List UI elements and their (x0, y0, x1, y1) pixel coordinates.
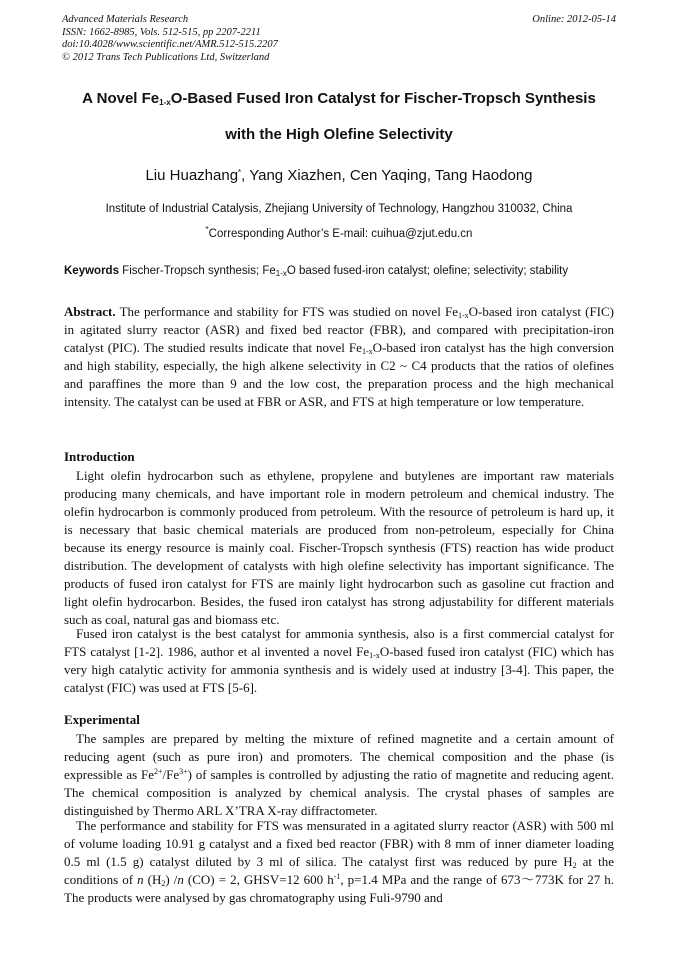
issn-line: ISSN: 1662-8985, Vols. 512-515, pp 2207-2211 (62, 26, 261, 38)
online-date: Online: 2012-05-14 (532, 14, 616, 25)
journal-name: Advanced Materials Research (62, 14, 189, 25)
abstract: Abstract. The performance and stability for FTS was studied on novel $Fe_{1-x}O$-based iron catalyst (FIC) in agitated slurry reactor (ASR) and fixed bed reactor (FBR), and compared with precipitation-iron catalyst (PIC). The studied results indicate that novel $Fe_{1-x}O$-based iron catalyst has the high conversion and high stability, especially, the high alkene selectivity in C2 ~ C4 products that the ratios of olefines and paraffines the more than 9 and the low cost, the preparation process and the high mechanical intensity. The catalyst can be used at FBR or ASR, and FTS at high temperature or low temperature. (64, 304, 615, 409)
introduction-heading: Introduction (64, 449, 135, 464)
experimental-heading: Experimental (64, 712, 140, 727)
introduction-paragraph-2: Fused iron catalyst is the best catalyst for ammonia synthesis, also is a first commercial catalyst for FTS catalyst [1-2]. 1986, author et al invented a novel $Fe_{1-x}O$-based fused iron catalyst (FIC) which has very high catalytic activity for ammonia synthesis and is widely used at industry [3-4]. This paper, the catalyst (FIC) was used at FTS [5-6]. (64, 626, 615, 695)
paper-title-line2: with the High Olefine Selectivity (225, 126, 453, 143)
copyright-line: © 2012 Trans Tech Publications Ltd, Switzerland (62, 51, 270, 63)
author-list: Liu Huazhang*, Yang Xiazhen, Cen Yaqing, Tang Haodong (145, 167, 533, 184)
keywords: Keywords Fischer-Tropsch synthesis; $Fe_{1-x}O$ based fused-iron catalyst; olefine; selectivity; stability (64, 265, 569, 278)
journal-header (62, 14, 278, 64)
introduction-paragraph-1: Light olefin hydrocarbon such as ethylene, propylene and butylenes are important raw materials producing many chemicals, and have important role in modern petroleum and chemical industry. The olefin hydrocarbon is commonly produced from petroleum. With the resource of petroleum is hard up, it is necessary that basic chemical materials are produced from non-petroleum, especially for China because its energy resource is mainly coal. Fischer-Tropsch synthesis (FTS) reaction has wide product distribution. The development of catalysts with high olefine selectivity has important significance. The products of fused iron catalyst for FTS are mainly light hydrocarbon such as gasoline cut fraction and light olefin hydrocarbon. Besides, the fused iron catalyst has strong adjustability for different materials such as coal, natural gas and biomass etc. (64, 468, 614, 627)
corresponding-author: *Corresponding Author’s E-mail: cuihua@zjut.edu.cn (205, 225, 473, 240)
doi-line: doi:10.4028/www.scientific.net/AMR.512-515.2207 (62, 39, 278, 50)
paper-title-line1: A Novel $Fe_{1-x}O$-Based Fused Iron Catalyst for Fischer-Tropsch Synthesis (82, 90, 596, 107)
affiliation: Institute of Industrial Catalysis, Zhejiang University of Technology, Hangzhou 310032, China (105, 203, 573, 215)
experimental-paragraph-2: The performance and stability for FTS was mensurated in a agitated slurry reactor (ASR) with 500 ml of volume loading 10.91 g catalyst and a fixed bed reactor (FBR) with 8 mm of inner diameter loading 0.5 ml (1.5 g) catalyst diluted by 3 ml of silica. The catalyst first was reduced by pure $H_2$ at the conditions of n $(H_2)$ /n (CO) = 2, GHSV=12 600 $h^{-1}$, p=1.4 MPa and the range of 673～773K for 27 h. The products were analysed by gas chromatography using Fuli-9790 and (64, 818, 615, 905)
experimental-paragraph-1: The samples are prepared by melting the mixture of refined magnetite and a certain amount of reducing agent (such as pure iron) and promoters. The chemical composition and the phase (is expressible as $Fe^{2+}/Fe^{3+}$) of samples is controlled by adjusting the ratio of magnetite and reducing agent. The chemical composition is analyzed by chemical analysis. The crystal phases of samples are distinguished by Thermo ARL X’TRA X-ray diffractometer. (64, 731, 614, 818)
